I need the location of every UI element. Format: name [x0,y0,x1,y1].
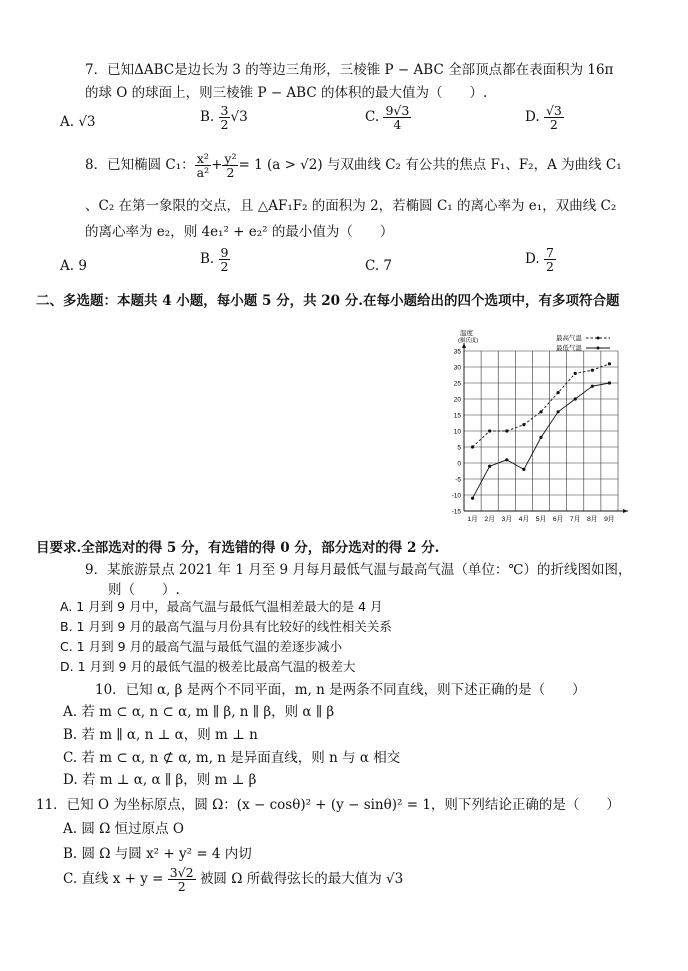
y-tick-label: 0 [457,460,461,468]
q9-line1: 9．某旅游景点 2021 年 1 月至 9 月每月最低气温与最高气温（单位：℃）的折线图如图， [85,562,632,578]
legend-label: 最低气温 [556,345,582,352]
data-point [471,445,474,448]
x-tick-label: 7月 [569,516,581,523]
data-point [505,429,508,432]
q9-line2: 则（ ）. [108,582,180,598]
x-axis-arrow [623,509,628,513]
series-line-1 [473,383,610,498]
q7-line2: 的球 O 的球面上，则三棱锥 P − ABC 的体积的最大值为（ ）. [85,85,488,101]
q8-option-b: B. $\frac{9}{2}$ [200,245,229,275]
q7-option-d: D. $\frac{√3}{2}$ [525,103,562,133]
q8-option-d: D. $\frac{7}{2}$ [525,245,554,275]
q11-stem: 11．已知 O 为坐标原点，圆 Ω：(x − cosθ)² + (y − sinθ)² = 1，则下列结论正确的是（ ） [36,797,620,813]
y-tick-label: 5 [457,444,461,452]
q11-option-c: C. 直线 x + y = $\frac{3√2}{2}$ 被圆 Ω 所截得弦长的最大值为 √3 [63,865,404,895]
y-tick-label: -5 [455,476,461,484]
x-tick-label: 1月 [467,516,478,523]
y-tick-label: -15 [451,508,461,516]
q8-option-a: A. 9 [60,258,87,274]
data-point [557,391,560,394]
data-point [471,497,474,500]
x-tick-label: 8月 [587,516,598,523]
x-tick-label: 9月 [604,516,615,523]
q7-option-c: C. $\frac{9√3}{4}$ [365,103,410,133]
data-point [488,465,491,468]
data-point [574,372,577,375]
x-tick-label: 4月 [518,516,530,523]
data-point [539,436,542,439]
q7-line1: 7．已知ΔABC是边长为 3 的等边三角形，三棱锥 P − ABC 全部顶点都在表面积为 16π [85,62,614,78]
section2-line2: 目要求.全部选对的得 5 分，有选错的得 0 分，部分选对的得 2 分. [36,540,440,556]
data-point [574,397,577,400]
y-tick-label: 15 [453,412,461,420]
q8-line1: 8．已知椭圆 C₁： $\frac{\text{x²}}{\text{a²}}$ + $\frac{\text{y²}}{2}$ = 1 (a > √2) 与双曲线 C₂ 有公共的焦点 F₁、F₂，A 为曲线 C₁ [85,151,622,181]
q8-line2: 、C₂ 在第一象限的交点，且 △AF₁F₂ 的面积为 2，若椭圆 C₁ 的离心率为 e₁，双曲线 C₂ [85,198,617,214]
q10-stem: 10．已知 α, β 是两个不同平面，m, n 是两条不同直线，则下述正确的是（ ） [95,682,586,698]
q11-option-a: A. 圆 Ω 恒过原点 O [63,821,184,837]
legend-label: 最高气温 [556,335,582,342]
data-point [608,381,611,384]
data-point [522,468,525,471]
y-axis-label: 温度 [460,330,473,337]
data-point [591,369,594,372]
y-tick-label: 35 [453,348,461,356]
series-line-0 [473,364,610,447]
q10-option-b: B. 若 m ∥ α, n ⊥ α，则 m ⊥ n [63,727,258,743]
temperature-line-chart [432,326,632,531]
q10-option-a: A. 若 m ⊂ α, n ⊂ α, m ∥ β, n ∥ β，则 α ∥ β [63,704,335,720]
x-tick-label: 6月 [552,516,564,523]
q10-option-d: D. 若 m ⊥ α, α ∥ β，则 m ⊥ β [63,772,257,788]
q7-option-b: B. $\frac{3}{2}$ √3 [200,103,248,133]
q11-option-b: B. 圆 Ω 与圆 x² + y² = 4 内切 [63,846,252,862]
y-tick-label: 30 [453,364,461,372]
y-tick-label: 20 [453,396,461,404]
data-point [488,429,491,432]
legend-marker [597,347,600,350]
data-point [591,385,594,388]
x-tick-label: 5月 [535,516,547,523]
data-point [539,410,542,413]
data-point [505,458,508,461]
q10-option-c: C. 若 m ⊂ α, n ⊄ α, m, n 是异面直线，则 n 与 α 相交 [63,750,401,766]
q9-option-b: B. 1 月到 9 月的最高气温与月份具有比较好的线性相关关系 [60,619,392,634]
q7-option-a: A. √3 [60,114,96,130]
q9-option-c: C. 1 月到 9 月的最高气温与最低气温的差逐步减小 [60,639,343,654]
q8-option-c: C. 7 [365,258,393,274]
q9-option-d: D. 1 月到 9 月的最低气温的极差比最高气温的极差大 [60,659,356,674]
section2-line1: 二、多选题：本题共 4 小题，每小题 5 分，共 20 分.在每小题给出的四个选项中，有多项符合题 [36,293,620,309]
y-tick-label: 25 [453,380,461,388]
x-tick-label: 3月 [501,516,513,523]
y-axis-unit: (摄氏度) [458,338,479,344]
data-point [608,362,611,365]
x-tick-label: 2月 [484,516,495,523]
legend-marker [597,337,600,340]
y-tick-label: 10 [453,428,461,436]
q9-option-a: A. 1 月到 9 月中，最高气温与最低气温相差最大的是 4 月 [60,599,383,614]
data-point [522,423,525,426]
q8-line3: 的离心率为 e₂，则 4e₁² + e₂² 的最小值为（ ） [85,224,394,240]
y-tick-label: -10 [451,492,461,500]
data-point [557,410,560,413]
